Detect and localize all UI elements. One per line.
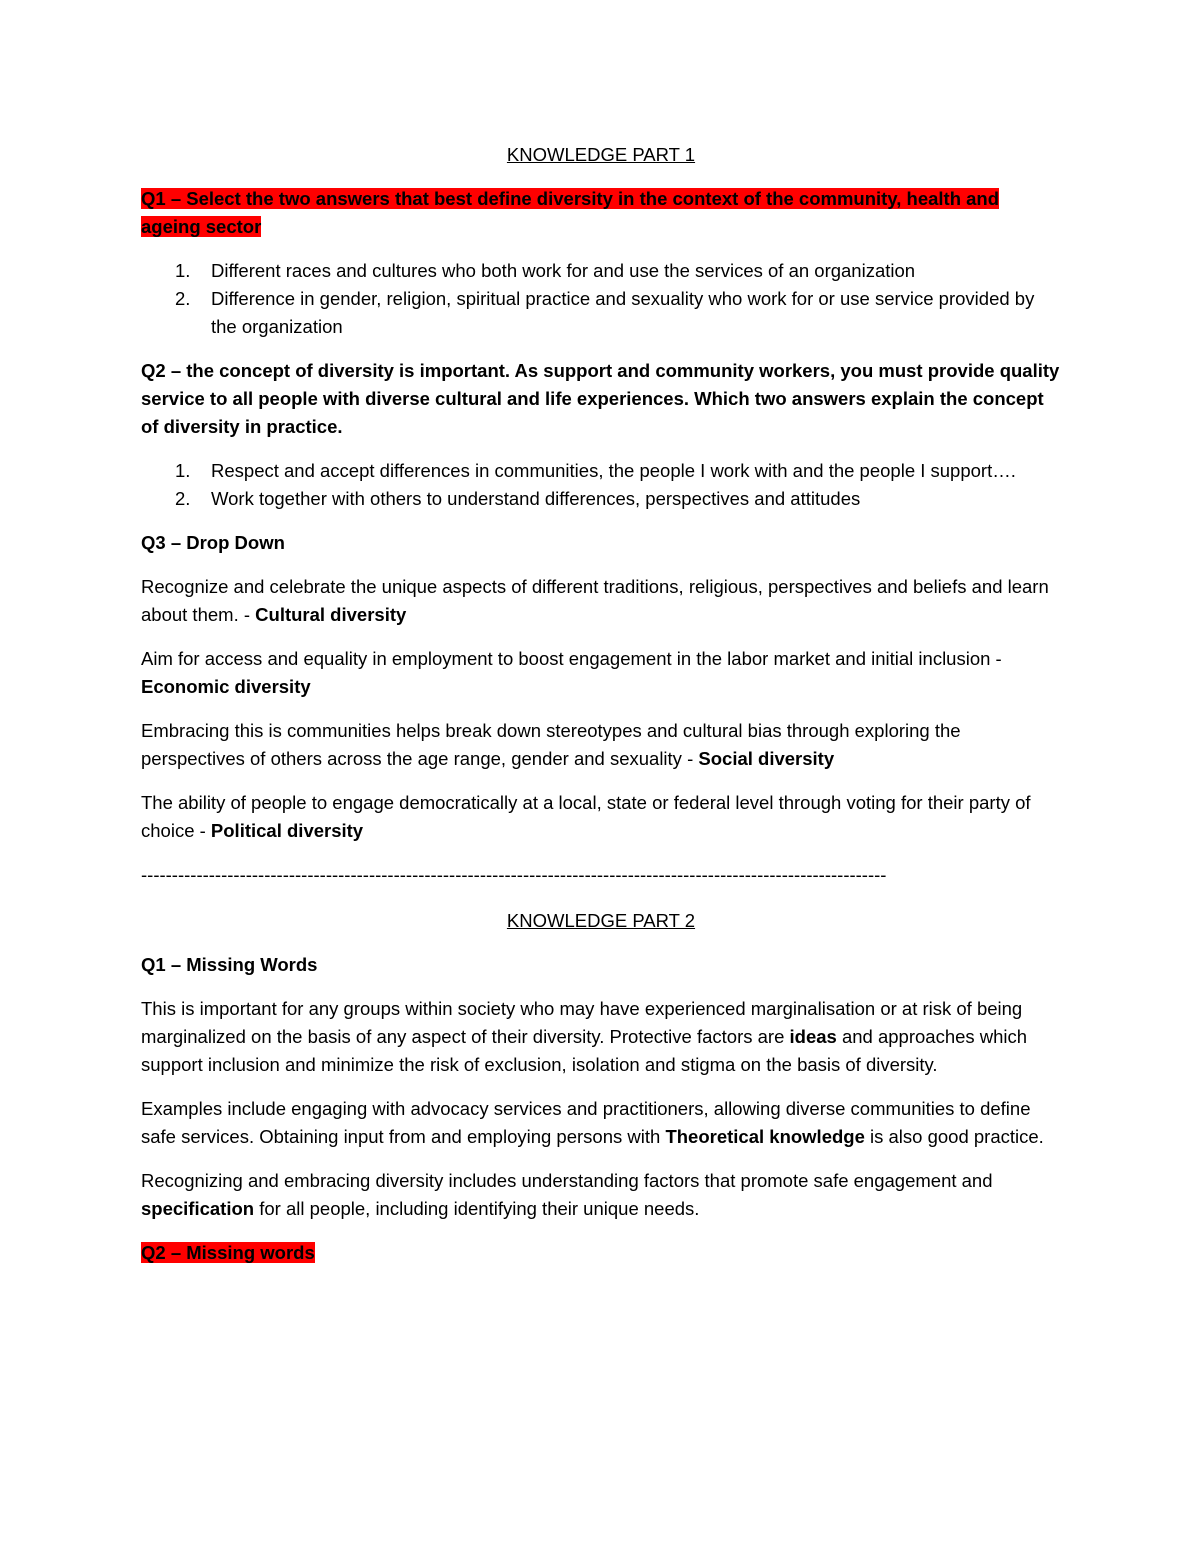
part2-q1-title: Q1 – Missing Words: [141, 954, 318, 975]
q3-item: [141, 789, 1061, 845]
q3-item-answer: Political diversity: [210, 820, 364, 841]
list-number: 1.: [175, 460, 191, 481]
part1-q1-question: [141, 185, 1061, 241]
list-number: 1.: [175, 260, 191, 281]
part1-q1-highlight: Q1 – Select the two answers that best define diversity in the context of the community, health and ageing sector: [141, 188, 1000, 237]
part2-heading: KNOWLEDGE PART 2: [506, 910, 696, 931]
paragraph-text: and approaches which support inclusion and minimize the risk of exclusion, isolation and stigma on the basis of diversity.: [141, 1026, 1028, 1075]
missing-word-answer: specification: [141, 1198, 255, 1219]
part2-q2-highlight: Q2 – Missing words: [141, 1242, 315, 1263]
part1-q2-question: Q2 – the concept of diversity is important. As support and community workers, you must provide quality service to all people with diverse cultural and life experiences. Which two answers explain the concept of diversity in practice.: [141, 360, 1060, 437]
list-number: 2.: [175, 288, 191, 309]
part2-q1-paragraph: [141, 1095, 1061, 1151]
list-item: [141, 285, 1061, 341]
list-text: Respect and accept differences in communities, the people I work with and the people I support….: [211, 460, 1016, 481]
q3-item-answer: Social diversity: [698, 748, 835, 769]
list-text: Difference in gender, religion, spiritual practice and sexuality who work for or use service provided by the organization: [211, 288, 1035, 337]
list-item: [141, 257, 1061, 285]
part2-q2-title: [141, 1239, 1061, 1267]
q3-item: [141, 717, 1061, 773]
paragraph-text: Examples include engaging with advocacy services and practitioners, allowing diverse communities to define safe services. Obtaining input from and employing persons with: [141, 1098, 1031, 1147]
part1-q1-answers: [141, 257, 1061, 341]
q3-item-answer: Economic diversity: [141, 676, 311, 697]
part1-q3-title: Q3 – Drop Down: [141, 532, 285, 553]
list-number: 2.: [175, 488, 191, 509]
part2-q1-paragraph: [141, 995, 1061, 1079]
q3-item: [141, 573, 1061, 629]
list-text: Different races and cultures who both work for and use the services of an organization: [211, 260, 916, 281]
q3-item-text: Embracing this is communities helps break down stereotypes and cultural bias through exploring the perspectives of others across the age range, gender and sexuality -: [141, 720, 961, 769]
list-item: [141, 457, 1061, 485]
q3-item-text: The ability of people to engage democratically at a local, state or federal level through voting for their party of choice -: [141, 792, 1031, 841]
paragraph-text: is also good practice.: [864, 1126, 1044, 1147]
section-separator: -------------------------------------------------------------------------------------------------------------------------: [141, 864, 887, 885]
list-text: Work together with others to understand differences, perspectives and attitudes: [211, 488, 861, 509]
part2-q1-paragraph: [141, 1167, 1061, 1223]
part1-q2-answers: [141, 457, 1061, 513]
q3-item-text: Aim for access and equality in employment to boost engagement in the labor market and initial inclusion -: [141, 648, 1002, 669]
paragraph-text: for all people, including identifying their unique needs.: [254, 1198, 700, 1219]
paragraph-text: This is important for any groups within society who may have experienced marginalisation or at risk of being marginalized on the basis of any aspect of their diversity. Protective factors are: [141, 998, 1023, 1047]
missing-word-answer: ideas: [789, 1026, 837, 1047]
part1-heading: KNOWLEDGE PART 1: [506, 144, 696, 165]
q3-item: [141, 645, 1061, 701]
list-item: [141, 485, 1061, 513]
missing-word-answer: Theoretical knowledge: [665, 1126, 865, 1147]
document-page: [141, 141, 1061, 1283]
q3-item-text: Recognize and celebrate the unique aspects of different traditions, religious, perspectives and beliefs and learn about them. -: [141, 576, 1049, 625]
q3-item-answer: Cultural diversity: [255, 604, 407, 625]
paragraph-text: Recognizing and embracing diversity includes understanding factors that promote safe engagement and: [141, 1170, 993, 1191]
